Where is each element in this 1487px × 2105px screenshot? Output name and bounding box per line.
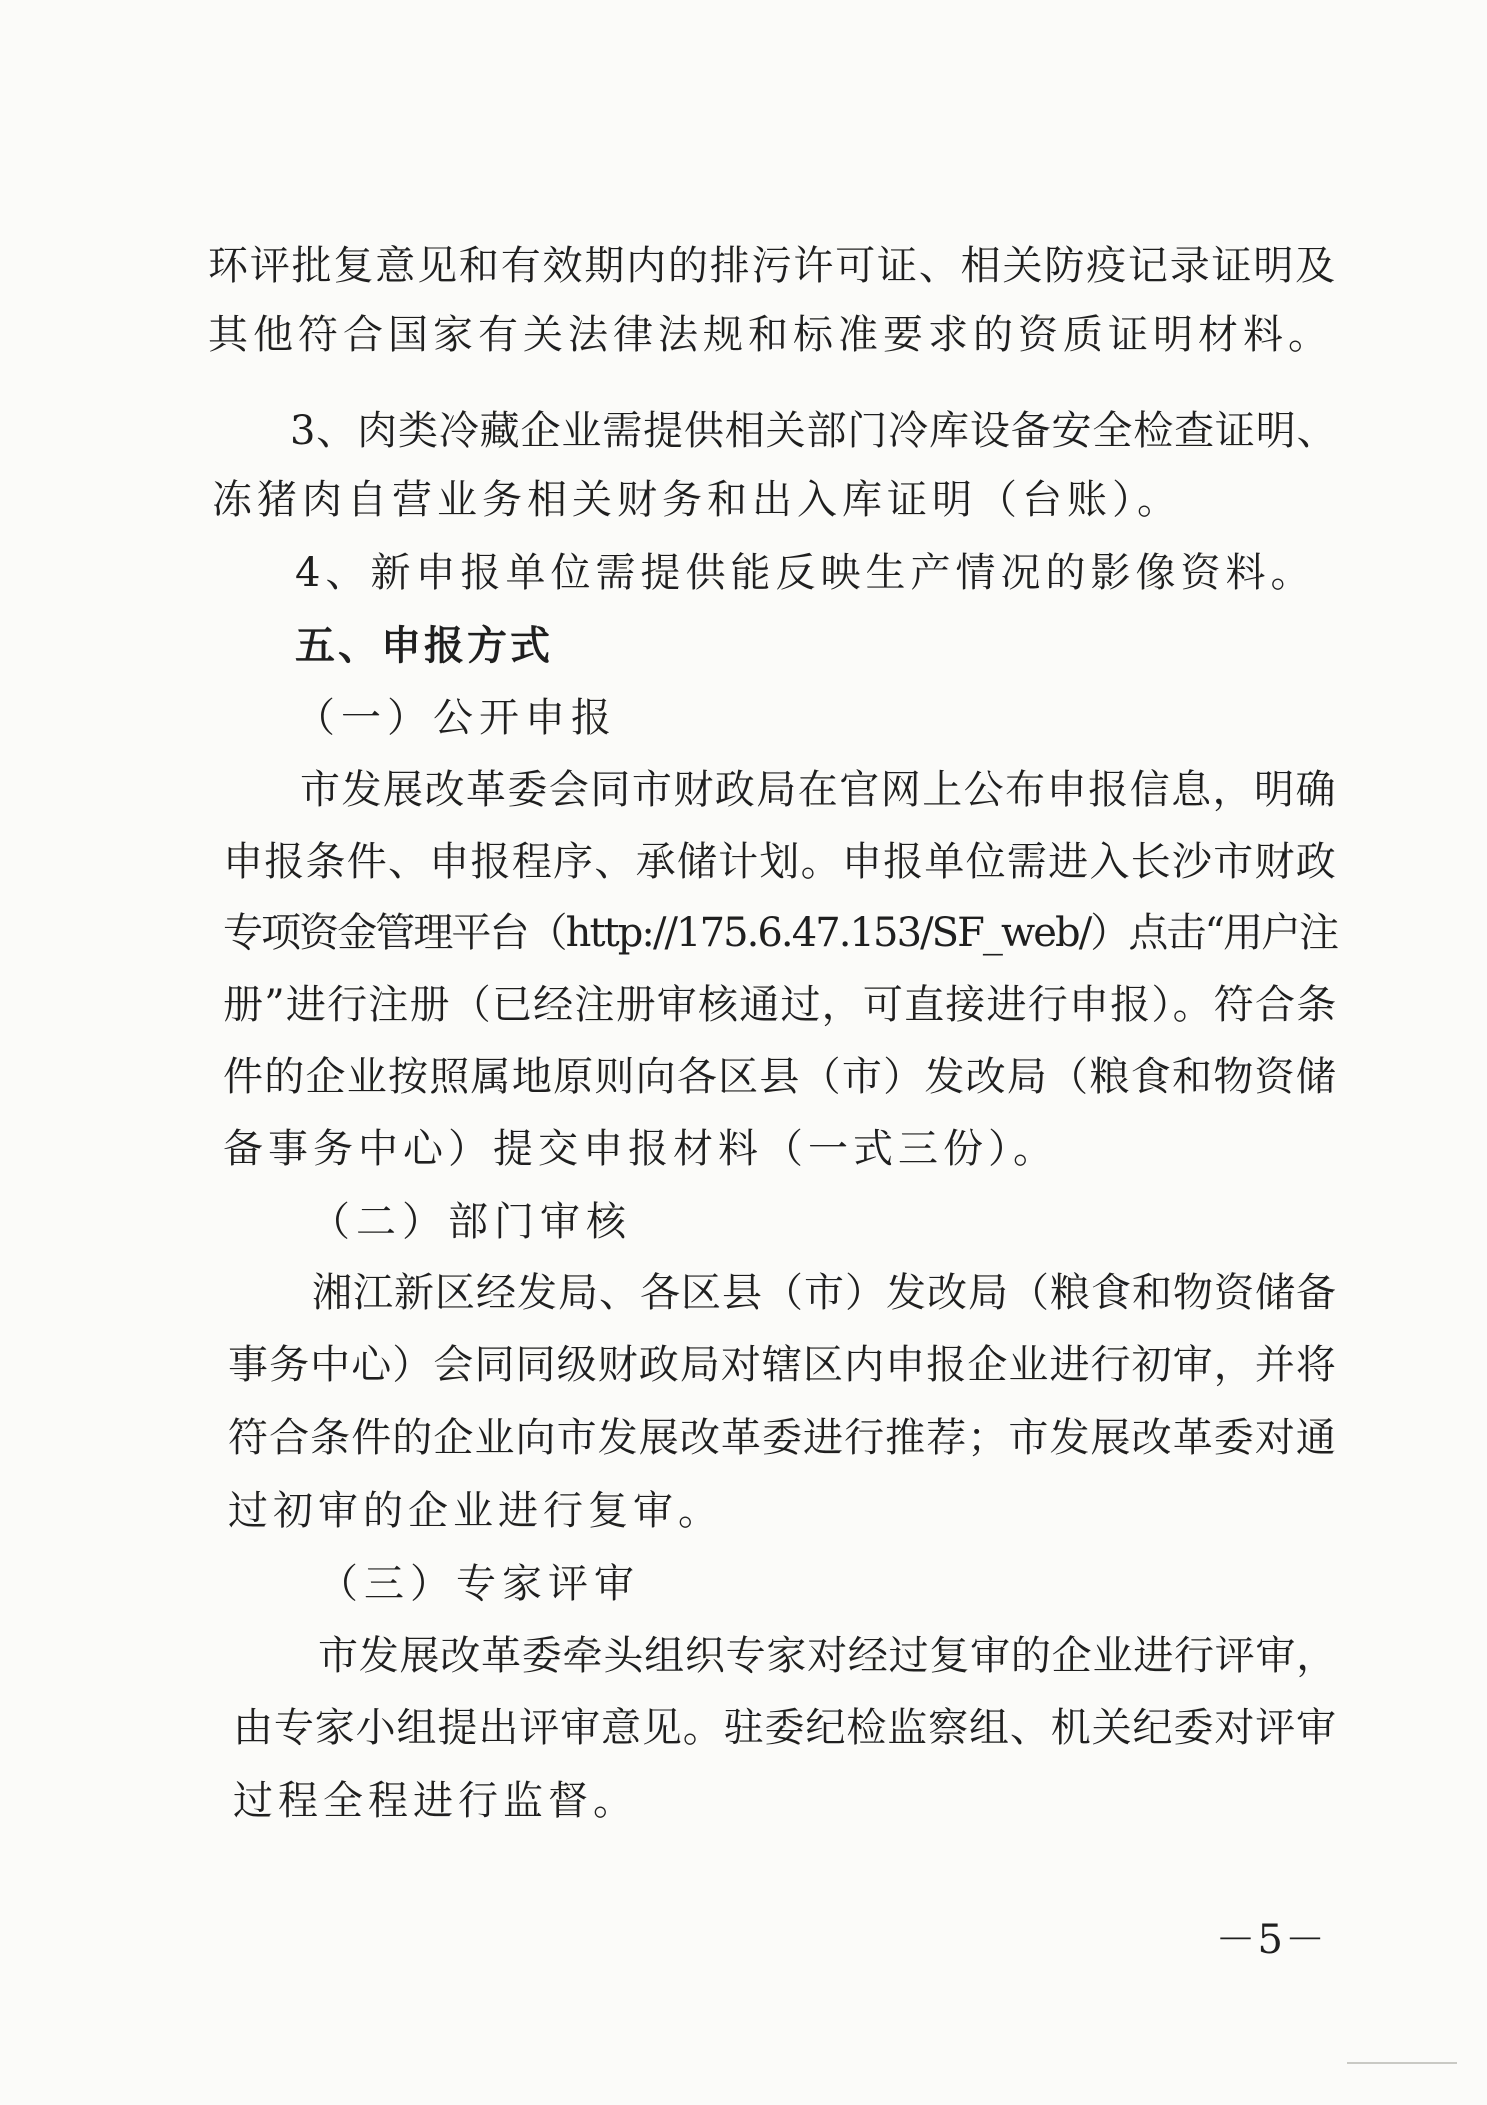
body-line: 市发展改革委会同市财政局在官网上公布申报信息，明确 [300,767,1337,813]
body-line: 册”进行注册（已经注册审核通过，可直接进行申报）。符合条 [223,982,1338,1028]
subsection-heading: （二）部门审核 [310,1199,632,1245]
body-line: 由专家小组提出评审意见。驻委纪检监察组、机关纪委对评审 [233,1705,1337,1751]
subsection-heading: （一）公开申报 [295,695,617,741]
body-line: 符合条件的企业向市发展改革委进行推荐；市发展改革委对通 [228,1415,1337,1461]
body-line: 事务中心）会同同级财政局对辖区内申报企业进行初审，并将 [228,1342,1337,1388]
body-line: 其他符合国家有关法律法规和标准要求的资质证明材料。 [208,312,1333,358]
body-line: 4、新申报单位需提供能反映生产情况的影像资料。 [295,550,1316,596]
body-line: 过程全程进行监督。 [233,1778,638,1824]
section-heading: 五、申报方式 [295,623,553,669]
body-line: 环评批复意见和有效期内的排污许可证、相关防疫记录证明及 [208,243,1337,289]
body-line: 冻猪肉自营业务相关财务和出入库证明（台账）。 [212,477,1182,523]
body-line: 湘江新区经发局、各区县（市）发改局（粮食和物资储备 [312,1270,1337,1316]
body-line: 备事务中心）提交申报材料（一式三份）。 [223,1126,1058,1172]
bottom-rule [1347,2062,1457,2064]
page-number: －5－ [1215,1917,1327,1963]
body-line: 申报条件、申报程序、承储计划。申报单位需进入长沙市财政 [223,839,1337,885]
body-line: 件的企业按照属地原则向各区县（市）发改局（粮食和物资储 [223,1054,1337,1100]
subsection-heading: （三）专家评审 [318,1561,640,1607]
body-line: 过初审的企业进行复审。 [228,1488,723,1534]
body-line: 3、肉类冷藏企业需提供相关部门冷库设备安全检查证明、 [290,408,1338,454]
body-line: 专项资金管理平台（http://175.6.47.153/SF_web/）点击“用户注 [223,910,1338,956]
body-line: 市发展改革委牵头组织专家对经过复审的企业进行评审， [318,1633,1337,1679]
